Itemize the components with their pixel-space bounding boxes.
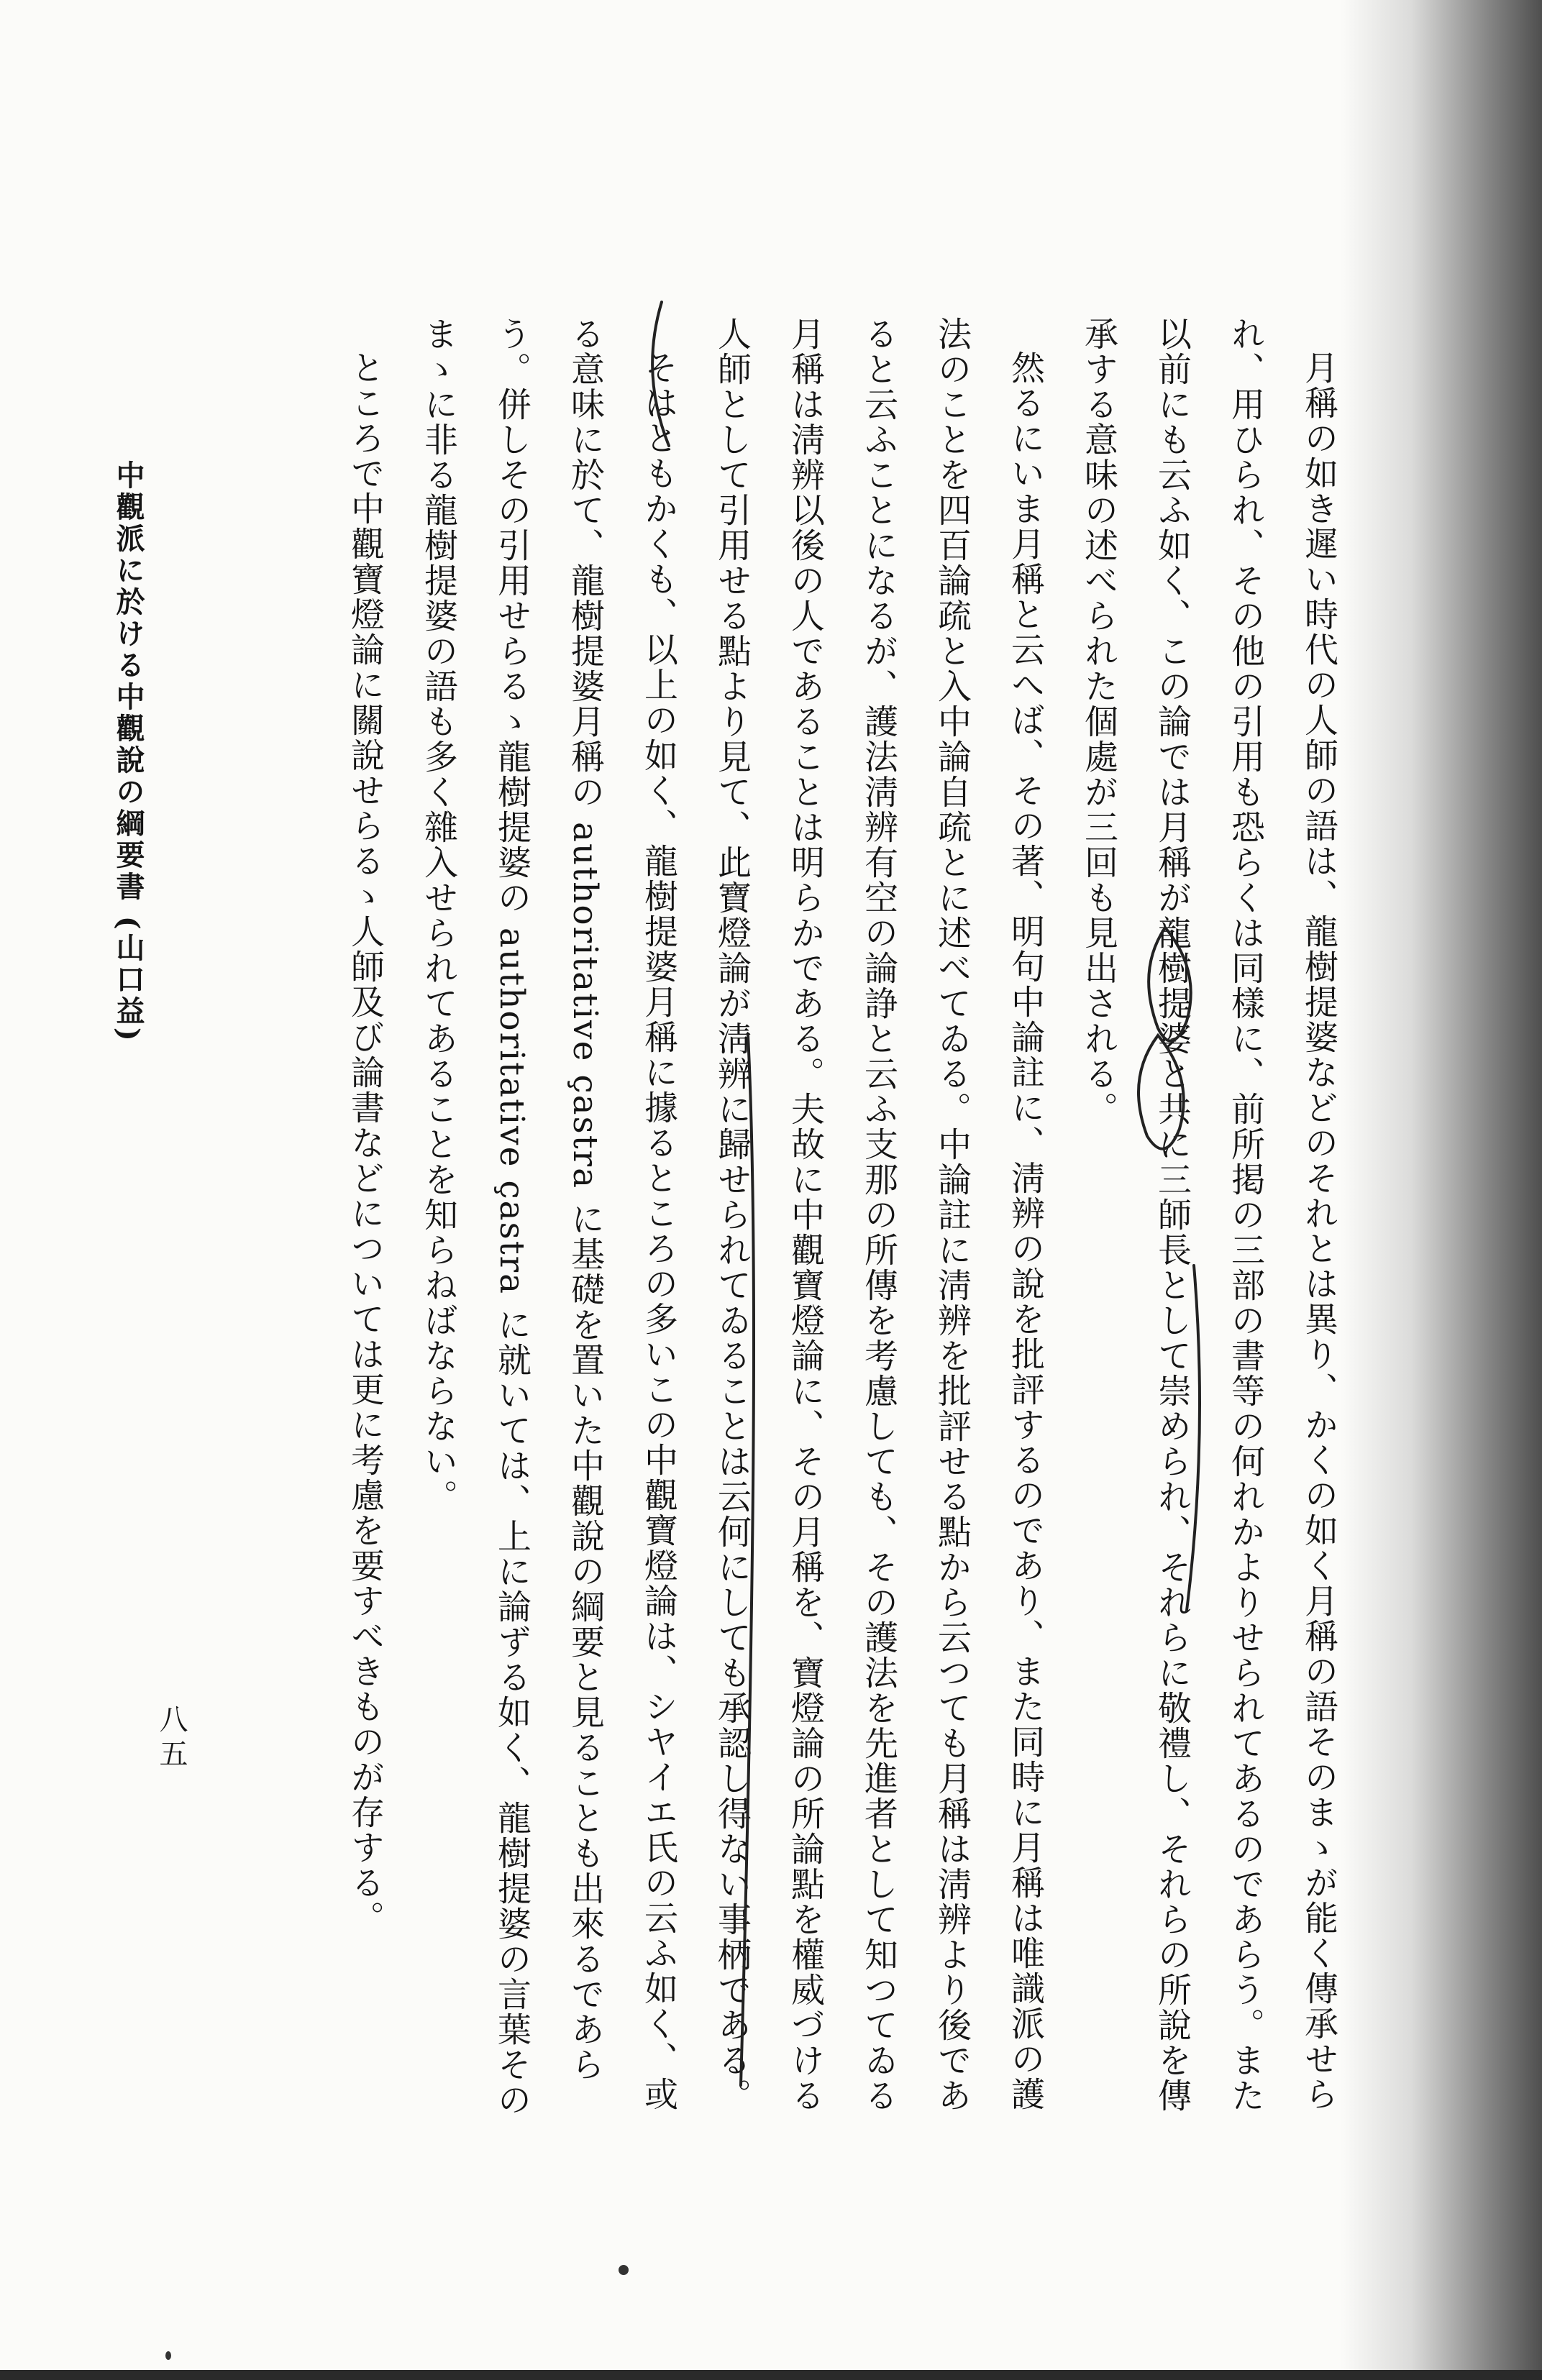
paragraph-1: 月稱の如き遲い時代の人師の語は、龍樹提婆などのそれとは異り、かくの如く月稱の語そのまゝが能く傳承せられ、用ひられ、その他の引用も恐らくは同樣に、前所掲の三部の書等の何れかよりせられてあるのであらう。また以前にも云ふ如く、この論では月稱が龍樹提婆と共に三師長として崇められ、それらに敬禮し、それらの所說を傳承する意味の述べられた個處が三回も見出される。 [1079, 316, 1338, 2113]
ink-speck [165, 2351, 171, 2360]
page-number: 八五 [155, 1704, 188, 1773]
running-head: 中觀派に於ける中觀說の綱要書 (山口益) [111, 460, 145, 1044]
paragraph-3: そはともかくも、以上の如く、龍樹提婆月稱に據るところの多いこの中觀寶燈論は、シヤイエ氏の云ふ如く、或る意味に於て、龍樹提婆月稱の authoritative çastra に基礎を置いた中觀說の綱要と見ることも出來るであらう。併しその引用せらるゝ龍樹提婆の authoritative çastra に就いては、上に論ずる如く、龍樹提婆の言葉そのまゝに非る龍樹提婆の語も多く雜入せられてあることを知らねばならない。 [419, 316, 678, 2118]
paragraph-2: 然るにいま月稱と云へば、その著、明句中論註に、淸辨の說を批評するのであり、また同時に月稱は唯識派の護法のことを四百論疏と入中論自疏とに述べてゐる。中論註に淸辨を批評せる點から云つても月稱は淸辨より後であると云ふことになるが、護法淸辨有空の論諍と云ふ支那の所傳を考慮しても、その護法を先進者として知つてゐる月稱は淸辨以後の人であることは明らかである。夫故に中觀寶燈論に、その月稱を、寶燈論の所論點を權威づける人師として引用せる點より見て、此寶燈論が淸辨に歸せられてゐることは云何にしても承認し得ない事柄である。 [712, 316, 1045, 2113]
paragraph-4: ところで中觀寶燈論に關說せらるゝ人師及び論書などについては更に考慮を要すべきものが存する。 [345, 350, 385, 1936]
binding-shadow [1341, 0, 1542, 2380]
ink-speck [619, 2265, 629, 2275]
body-text [328, 316, 1355, 2143]
bottom-edge [0, 2370, 1542, 2380]
